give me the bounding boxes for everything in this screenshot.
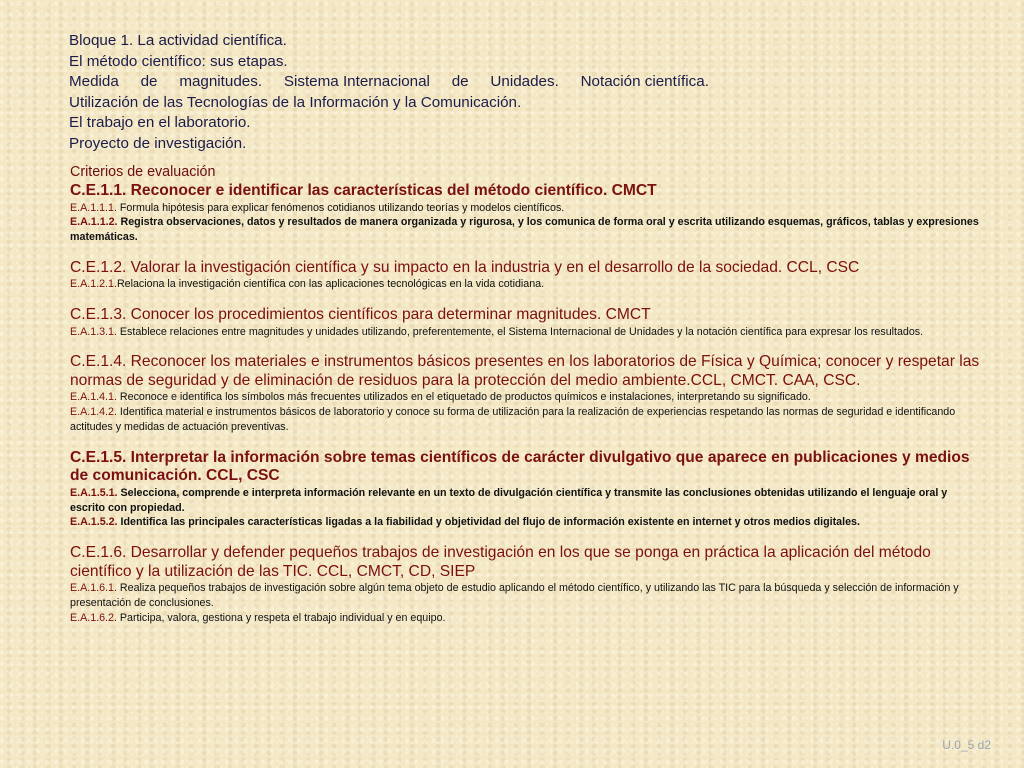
- standard-item: [70, 277, 985, 292]
- standard-code: E.A.1.6.2.: [70, 611, 117, 624]
- standard-text: Identifica material e instrumentos básicos de laboratorio y conoce su forma de utilización para la realización de experiencias respetando las normas de seguridad e identificando actitudes y medidas de actuación preventivas.: [70, 406, 956, 434]
- topic-measure-word: de: [451, 73, 469, 91]
- topic-ict: Utilización de las Tecnologías de la Información y la Comunicación.: [69, 93, 522, 111]
- standard-code: E.A.1.4.2.: [70, 406, 117, 419]
- topic-measure: [69, 72, 709, 93]
- standard-code: E.A.1.5.1.: [70, 486, 118, 499]
- topic-measure-word: Sistema Internacional: [283, 73, 430, 91]
- standard-text: Relaciona la investigación científica con las aplicaciones tecnológicas en la vida cotidiana.: [116, 278, 545, 291]
- standard-item: [70, 486, 985, 516]
- standard-code: E.A.1.5.2.: [70, 516, 118, 529]
- standard-text: Reconoce e identifica los símbolos más frecuentes utilizados en el etiquetado de productos químicos e instalaciones, interpretando su significado.: [116, 391, 811, 404]
- topic-lab: El trabajo en el laboratorio.: [69, 114, 251, 132]
- criterion-title: C.E.1.6. Desarrollar y defender pequeños trabajos de investigación en los que se ponga en práctica la aplicación del método científico y la utilización de las TIC. CCL, CMCT, CD, SIEP: [70, 544, 931, 580]
- standard-item: [70, 581, 985, 611]
- topic-measure-word: Notación científica.: [580, 73, 709, 91]
- standard-text: Identifica las principales características ligadas a la fiabilidad y objetividad del flujo de información existente en internet y otros medios digitales.: [117, 516, 860, 529]
- criteria-section: [70, 163, 985, 626]
- standard-item: [70, 201, 985, 216]
- standard-text: Realiza pequeños trabajos de investigación sobre algún tema objeto de estudio aplicando el método científico, y utilizando las TIC para la búsqueda y selección de información y presentación de conclusiones.: [70, 582, 959, 610]
- standard-item: [70, 390, 985, 405]
- block-title: Bloque 1. La actividad científica.: [69, 32, 287, 49]
- standard-code: E.A.1.2.1.: [70, 278, 117, 291]
- criterion-title: C.E.1.3. Conocer los procedimientos científicos para determinar magnitudes. CMCT: [70, 306, 651, 324]
- standard-code: E.A.1.6.1.: [70, 582, 117, 595]
- block-contents: [69, 31, 729, 155]
- standard-code: E.A.1.1.1.: [70, 201, 117, 214]
- standard-text: Establece relaciones entre magnitudes y unidades utilizando, preferentemente, el Sistema Internacional de Unidades y la notación científica para expresar los resultados.: [116, 325, 924, 338]
- slide-footer-code: U.0_5 d2: [942, 738, 991, 752]
- topic-project: Proyecto de investigación.: [69, 134, 247, 152]
- standard-item: [70, 215, 985, 245]
- standard-item: [70, 611, 985, 626]
- standard-code: E.A.1.4.1.: [70, 391, 117, 404]
- standard-code: E.A.1.1.2.: [70, 216, 118, 229]
- standard-item: [70, 405, 985, 435]
- standard-text: Participa, valora, gestiona y respeta el trabajo individual y en equipo.: [116, 611, 446, 624]
- topic-measure-word: de: [140, 73, 158, 91]
- standard-code: E.A.1.3.1.: [70, 325, 117, 338]
- standard-item: [70, 325, 985, 340]
- standard-text: Registra observaciones, datos y resultados de manera organizada y rigurosa, y los comunica de forma oral y escrita utilizando esquemas, gráficos, tablas y expresiones matemáticas.: [70, 216, 979, 244]
- standard-item: [70, 515, 985, 530]
- topic-measure-word: Unidades.: [490, 73, 559, 91]
- topic-measure-word: Medida: [69, 73, 119, 91]
- criterion-title: C.E.1.4. Reconocer los materiales e instrumentos básicos presentes en los laboratorios de Física y Química; conocer y respetar las normas de seguridad y de eliminación de residuos para la protección del medio ambiente.CCL, CMCT. CAA, CSC.: [70, 353, 980, 389]
- topic-method: El método científico: sus etapas.: [69, 52, 288, 70]
- standard-text: Selecciona, comprende e interpreta información relevante en un texto de divulgación científica y transmite las conclusiones obtenidas utilizando el lenguaje oral y escrito con propiedad.: [70, 486, 948, 514]
- criterion-title: C.E.1.1. Reconocer e identificar las características del método científico. CMCT: [70, 182, 657, 199]
- criterion-title: C.E.1.5. Interpretar la información sobre temas científicos de carácter divulgativo que aparece en publicaciones y medios de comunicación. CCL, CSC: [70, 448, 970, 485]
- criteria-heading: Criterios de evaluación: [70, 164, 216, 180]
- topic-measure-word: magnitudes.: [179, 73, 263, 91]
- criterion-title: C.E.1.2. Valorar la investigación científica y su impacto en la industria y en el desarrollo de la sociedad. CCL, CSC: [70, 258, 860, 276]
- standard-text: Formula hipótesis para explicar fenómenos cotidianos utilizando teorías y modelos científicos.: [116, 201, 565, 214]
